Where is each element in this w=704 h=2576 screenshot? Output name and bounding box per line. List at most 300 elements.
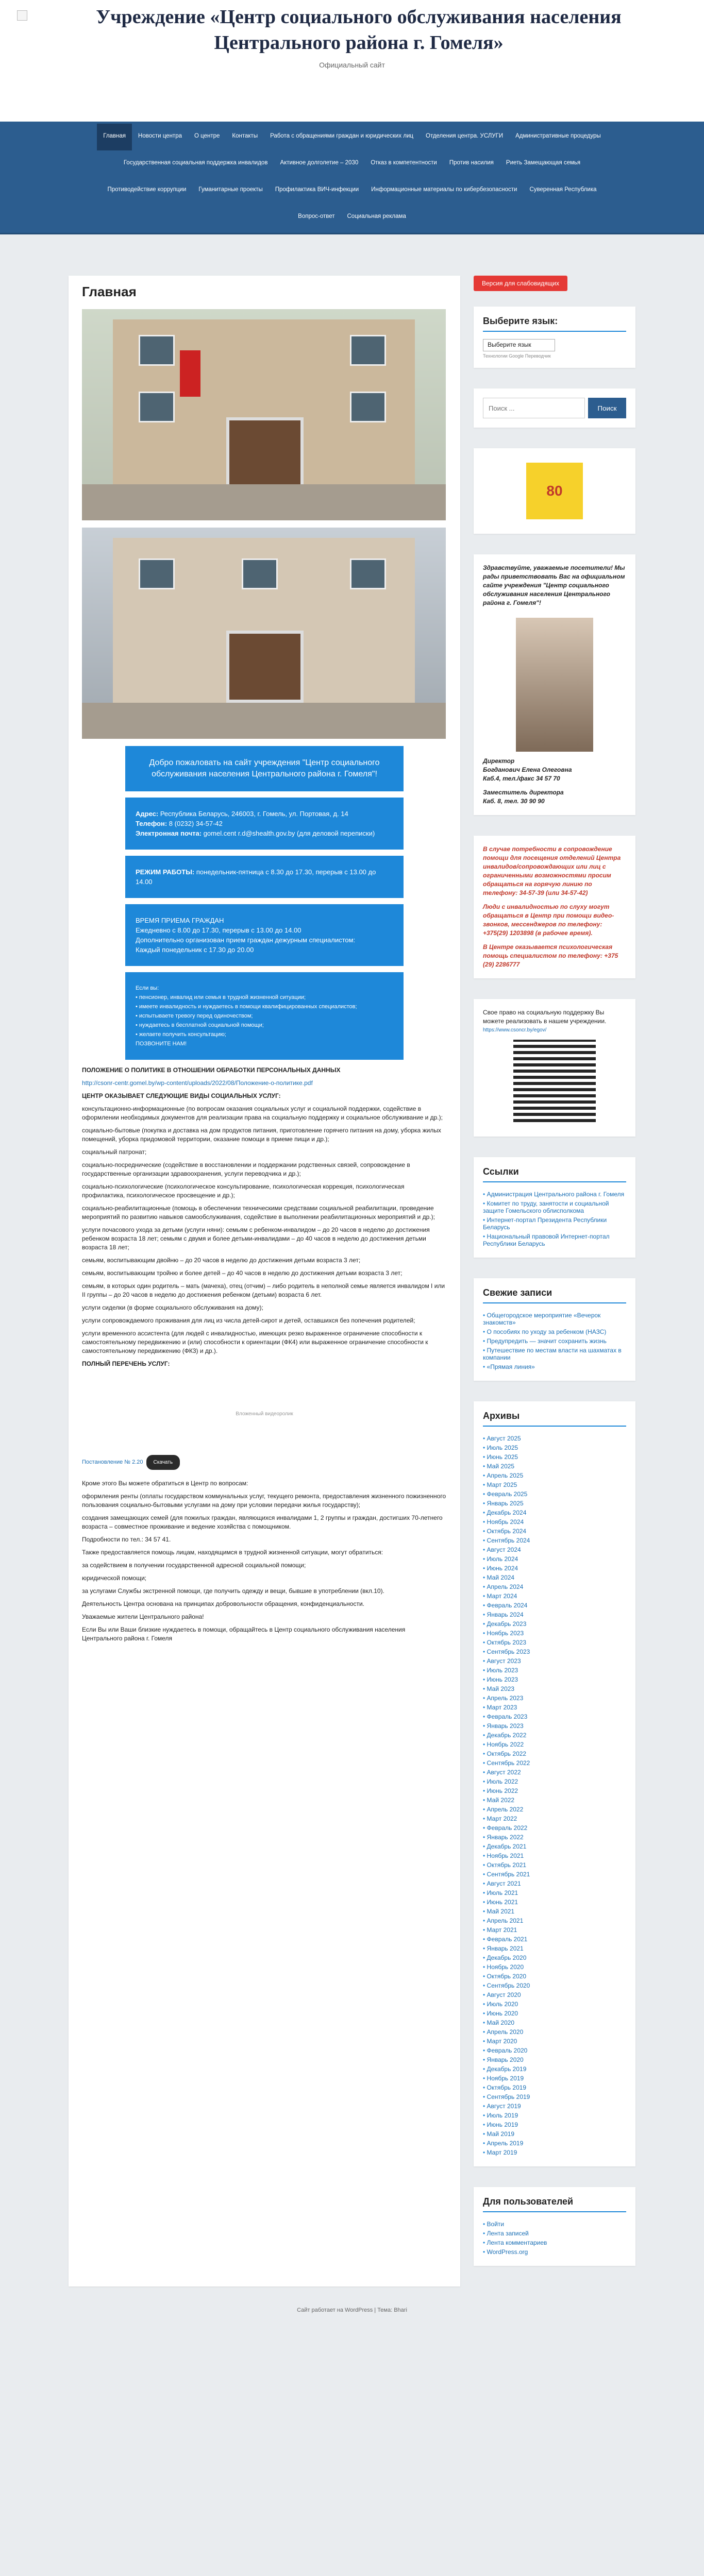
service-item: социально-посреднические (содействие в восстановлении и поддержании родственных связей, сопровождение в государственные организации здравоохранения, услуги переводчика и др.); [82,1161,410,1177]
list-item [483,1675,626,1684]
list-item [483,1962,626,1972]
qr-text: Свое право на социальную поддержку Вы можете реализовать в нашем учреждении. [483,1009,607,1025]
archive-link[interactable]: Март 2024 [487,1592,517,1600]
widget-title: Свежие записи [483,1287,626,1303]
services-title: ЦЕНТР ОКАЗЫВАЕТ СЛЕДУЮЩИЕ ВИДЫ СОЦИАЛЬНЫХ УСЛУГ: [82,1092,281,1099]
poster-widget [474,448,635,534]
list-item [483,1712,626,1721]
archive-link[interactable]: Январь 2022 [487,1834,524,1841]
sidebar-link[interactable]: Национальный правовой Интернет-портал Республики Беларусь [483,1233,610,1247]
nav-item[interactable]: Активное долголетие – 2030 [280,160,359,166]
service-item: семьям, воспитывающим тройню и более детей – до 40 часов в неделю до достижения детьми возраста 3 лет; [82,1269,403,1277]
nav-item[interactable]: Информационные материалы по кибербезопасности [371,187,517,193]
help-list-item: • испытываете тревогу перед одиночеством; [136,1013,253,1019]
sidebar [474,276,635,2286]
search-widget [474,388,635,428]
list-item [483,1786,626,1795]
bottom-paragraph: за услугами Службы экстренной помощи, где получить одежду и вещи, бывшие в употреблении (вкл.10). [82,1587,384,1595]
reception-title: ВРЕМЯ ПРИЕМА ГРАЖДАН [136,917,224,924]
list-item [483,1684,626,1693]
list-item [483,2148,626,2157]
site-footer: Сайт работает на WordPress | Тема: Bhari [297,2307,407,2313]
accessibility-button[interactable]: Версия для слабовидящих [474,276,567,291]
archive-link[interactable]: Март 2023 [487,1704,517,1711]
list-item [483,2037,626,2046]
bottom-paragraph: создания замещающих семей (для пожилых граждан, являющихся инвалидами 1, 2 группы и граждан, достигших 70-летнего возраста – совместное проживание и ведение хозяйства с помощником. [82,1514,443,1530]
archive-link[interactable]: Сентябрь 2021 [487,1871,530,1878]
recent-post-link[interactable]: О пособиях по уходу за ребенком (НАЗС) [487,1328,607,1335]
list-item [483,1805,626,1814]
archive-link[interactable]: Апрель 2024 [487,1583,524,1590]
bottom-paragraph: Кроме этого Вы можете обратиться в Центр по вопросам: [82,1480,248,1487]
archive-link[interactable]: Август 2025 [487,1435,521,1442]
list-item [483,2018,626,2027]
nav-item[interactable]: Государственная социальная поддержка инвалидов [123,160,268,166]
post-text [82,1066,447,1643]
qr-code[interactable] [513,1040,596,1122]
user-link[interactable]: WordPress.org [487,2248,528,2256]
list-item [483,1879,626,1888]
list-item [483,2139,626,2148]
archive-link[interactable]: Январь 2025 [487,1500,524,1507]
help-list-item: • имеете инвалидность и нуждаетесь в помощи квалифицированных специалистов; [136,1004,357,1010]
nav-item[interactable]: Против насилия [449,160,494,166]
recent-widget [474,1278,635,1381]
nav-item[interactable]: Суверенная Республика [529,187,597,193]
service-item: социально-бытовые (покупка и доставка на дом продуктов питания, приготовление горячего питания на дому, уборка жилых помещений, уборка придомовой территории, оказание помощи в приеме пищи и др.); [82,1127,441,1143]
archive-link[interactable]: Январь 2023 [487,1722,524,1730]
archive-link[interactable]: Июнь 2019 [487,2121,518,2128]
archive-link[interactable]: Август 2024 [487,1546,521,1553]
reception-line: Дополнительно организован прием граждан дежурным специалистом: [136,936,356,944]
nav-item[interactable]: Противодействие коррупции [107,187,187,193]
list-item [483,2219,626,2229]
archive-link[interactable]: Май 2023 [487,1685,515,1692]
archive-link[interactable]: Октябрь 2024 [487,1528,527,1535]
user-link[interactable]: Лента записей [487,2230,529,2237]
archive-link[interactable]: Ноябрь 2020 [487,1963,524,1971]
archive-link[interactable]: Март 2020 [487,2038,517,2045]
archive-link[interactable]: Октябрь 2021 [487,1861,527,1869]
nav-item[interactable]: Отказ в компетентности [371,160,437,166]
service-item: услуги временного ассистента (для людей с инвалидностью, имеющих резко выраженное ограничение способности к самостоятельному передвижению и (или) способности к ориентации (ФК4) или выраженное ограничение способности к самостоятельному передвижению (ФК3) и др.). [82,1330,428,1354]
reception-line: Ежедневно с 8.00 до 17.30, перерыв с 13.00 до 14.00 [136,926,301,934]
archive-widget [474,1401,635,2166]
list-item [483,1311,626,1327]
work-hours: понедельник-пятница с 8.30 до 17.30, перерыв с 13.00 до 14.00 [136,868,376,886]
post-title: Главная [82,284,137,299]
list-item [483,1629,626,1638]
list-item [483,1573,626,1582]
list-item [483,2083,626,2092]
qr-link[interactable]: https://www.csoncr.by/egov/ [483,1027,547,1033]
sidebar-link[interactable]: Администрация Центрального района г. Гомеля [487,1191,625,1198]
reception-box [125,904,404,966]
list-item [483,1999,626,2009]
bottom-paragraph: оформления ренты (оплаты государством коммунальных услуг, текущего ремонта, предоставления жизненного пожизненного пользования социально-бытовыми услугами на дому при условии передачи жилья государству); [82,1493,446,1509]
list-item [483,1666,626,1675]
search-input[interactable] [483,398,585,418]
search-button[interactable]: Поиск [588,398,626,418]
list-item [483,1888,626,1897]
users-widget [474,2187,635,2266]
list-item [483,2064,626,2074]
bottom-paragraph: Если Вы или Ваши близкие нуждаетесь в помощи, обращайтесь в Центр социального обслуживания населения Центрального района г. Гомеля [82,1626,406,1642]
archive-link[interactable]: Октябрь 2022 [487,1750,527,1757]
translate-caption: Технологии Google Переводчик [483,353,551,359]
bottom-paragraph: Также предоставляется помощь лицам, находящимся в трудной жизненной ситуации, могут обратиться: [82,1549,383,1556]
archive-link[interactable]: Июль 2019 [487,2112,518,2119]
policy-link[interactable]: http://csonr-centr.gomel.by/wp-content/uploads/2022/08/Положение-о-политике.pdf [82,1079,313,1087]
service-item: услуги сиделки (в форме социального обслуживания на дому); [82,1304,263,1311]
list-item [483,2120,626,2129]
list-item [483,1508,626,1517]
archive-link[interactable]: Май 2024 [487,1574,515,1581]
list-item [483,1953,626,1962]
archive-link[interactable]: Февраль 2021 [487,1936,528,1943]
list-item [483,1199,626,1215]
archive-link[interactable]: Июнь 2023 [487,1676,518,1683]
building-photo [82,309,446,520]
archive-link[interactable]: Ноябрь 2021 [487,1852,524,1859]
list-item [483,1443,626,1452]
embedded-document[interactable]: Вложенный видеоролик [236,1411,293,1417]
help-list-intro: Если вы: [136,985,159,991]
price-title: ПОЛНЫЙ ПЕРЕЧЕНЬ УСЛУГ: [82,1360,170,1367]
archive-link[interactable]: Июль 2022 [487,1778,518,1785]
list-item [483,1591,626,1601]
widget-title: Для пользователей [483,2196,626,2212]
list-item [483,1499,626,1508]
list-item [483,1768,626,1777]
director-phone: Каб.4, тел./факс 34 57 70 [483,775,560,782]
site-header [0,0,704,122]
help-list-item: • пенсионер, инвалид или семья в трудной жизненной ситуации; [136,994,306,1001]
recent-post-link[interactable]: «Прямая линия» [487,1363,535,1370]
list-item [483,1814,626,1823]
list-item [483,1990,626,1999]
archive-link[interactable]: Июнь 2022 [487,1787,518,1794]
service-item: социальный патронат; [82,1148,147,1156]
list-item [483,1619,626,1629]
list-item [483,1851,626,1860]
user-link[interactable]: Войти [487,2221,505,2228]
archive-link[interactable]: Сентябрь 2019 [487,2093,530,2100]
list-item [483,1870,626,1879]
archive-link[interactable]: Апрель 2023 [487,1694,524,1702]
reception-line: Каждый понедельник с 17.30 до 20.00 [136,946,254,954]
list-item [483,1944,626,1953]
list-item [483,2229,626,2238]
archive-link[interactable]: Апрель 2022 [487,1806,524,1813]
welcome-box: Добро пожаловать на сайт учреждения "Центр социального обслуживания населения Центрального района г. Гомеля"! [125,746,404,791]
list-item [483,1610,626,1619]
email-link[interactable]: gomel.cent r.d@shealth.gov.by (для деловой переписки) [203,829,375,837]
widget-title: Архивы [483,1411,626,1427]
address-label: Адрес: [136,810,159,818]
list-item [483,2102,626,2111]
list-item [483,1554,626,1564]
list-item [483,2247,626,2257]
archive-link[interactable]: Май 2022 [487,1797,515,1804]
archive-link[interactable]: Май 2025 [487,1463,515,1470]
policy-title: ПОЛОЖЕНИЕ О ПОЛИТИКЕ В ОТНОШЕНИИ ОБРАБОТКИ ПЕРСОНАЛЬНЫХ ДАННЫХ [82,1066,341,1074]
list-item [483,1897,626,1907]
list-item [483,1327,626,1336]
list-item [483,2055,626,2064]
archive-link[interactable]: Сентябрь 2024 [487,1537,530,1544]
archive-link[interactable]: Январь 2024 [487,1611,524,1618]
list-item [483,2027,626,2037]
list-item [483,1647,626,1656]
list-item [483,1833,626,1842]
nav-item[interactable]: Контакты [232,133,258,139]
list-item [483,1981,626,1990]
list-item [483,1452,626,1462]
archive-link[interactable]: Март 2025 [487,1481,517,1488]
list-item [483,1693,626,1703]
nav-item[interactable]: Вопрос-ответ [298,213,335,219]
archive-link[interactable]: Ноябрь 2022 [487,1741,524,1748]
list-item [483,1860,626,1870]
list-item [483,2092,626,2102]
list-item [483,1545,626,1554]
archive-link[interactable]: Ноябрь 2023 [487,1630,524,1637]
help-list-item: ПОЗВОНИТЕ НАМ! [136,1041,187,1047]
greeting-text: Здравствуйте, уважаемые посетители! Мы рады приветствовать Вас на официальном сайте учреждения "Центр социального обслуживания населения Центрального района г. Гомеля"! [483,564,625,606]
sidebar-link[interactable]: Интернет-портал Президента Республики Беларусь [483,1216,607,1231]
list-item [483,1907,626,1916]
language-widget [474,307,635,368]
list-item [483,1721,626,1731]
archive-link[interactable]: Октябрь 2020 [487,1973,527,1980]
page-content [69,276,635,2286]
list-item [483,1777,626,1786]
archive-link[interactable]: Июль 2020 [487,2001,518,2008]
nav-item[interactable]: Социальная реклама [347,213,406,219]
list-item [483,2046,626,2055]
sidebar-link[interactable]: Комитет по труду, занятости и социальной защите Гомельского облисполкома [483,1200,609,1214]
list-item [483,1638,626,1647]
list-item [483,1842,626,1851]
archive-link[interactable]: Август 2022 [487,1769,521,1776]
recent-post-link[interactable]: Предупредить — значит сохранить жизнь [487,1337,607,1345]
director-name: Богданович Елена Олеговна [483,766,572,773]
service-item: консультационно-информационные (по вопросам оказания социальных услуг и социальной поддержки, содействие в оформлении необходимых документов для реализации права на социальную поддержку и социальное обслуживание и др.); [82,1105,443,1121]
language-select[interactable]: Выберите язык [483,339,555,351]
list-item [483,1601,626,1610]
archive-link[interactable]: Февраль 2020 [487,2047,528,2054]
archive-link[interactable]: Июнь 2021 [487,1899,518,1906]
help-list-box [125,972,404,1060]
main-content [69,276,460,2286]
list-item [483,1823,626,1833]
director-title: Директор [483,757,515,765]
list-item [483,1489,626,1499]
archive-link[interactable]: Июль 2021 [487,1889,518,1896]
list-item [483,1916,626,1925]
bottom-paragraph: Подробности по тел.: 34 57 41. [82,1536,171,1543]
archive-link[interactable]: Июль 2024 [487,1555,518,1563]
archive-link[interactable]: Декабрь 2022 [487,1732,527,1739]
archive-link[interactable]: Сентябрь 2023 [487,1648,530,1655]
archive-link[interactable]: Сентябрь 2020 [487,1982,530,1989]
nav-item[interactable]: Новости центра [138,133,182,139]
service-item: семьям, воспитывающим двойню – до 20 часов в неделю до достижения детьми возраста 3 лет; [82,1257,361,1264]
archive-link[interactable]: Февраль 2025 [487,1490,528,1498]
list-item [483,1536,626,1545]
archive-link[interactable]: Август 2019 [487,2103,521,2110]
list-item [483,1925,626,1935]
help-widget [474,836,635,978]
archive-link[interactable]: Март 2021 [487,1926,517,1934]
archive-link[interactable]: Декабрь 2020 [487,1954,527,1961]
archive-link[interactable]: Октябрь 2019 [487,2084,527,2091]
list-item [483,2009,626,2018]
archive-link[interactable]: Август 2020 [487,1991,521,1998]
phone-label: Телефон: [136,820,167,827]
list-item [483,1434,626,1443]
service-item: социально-психологические (психологическое консультирование, психологическая коррекция, психологическая профилактика, психологическое просвещение и др.); [82,1183,405,1199]
archive-link[interactable]: Август 2021 [487,1880,521,1887]
deputy-phone: Каб. 8, тел. 30 90 90 [483,798,545,805]
list-item [483,1564,626,1573]
help-text-2: Люди с инвалидностью по слуху могут обращаться в Центр при помощи видео-звонков, мессенджеров по телефону: +375(29) 1203898 (в рабочее время). [483,903,614,937]
director-photo [516,618,593,752]
list-item [483,1935,626,1944]
help-list-item: • желаете получить консультацию; [136,1031,226,1038]
widget-title: Ссылки [483,1166,626,1182]
list-item [483,1462,626,1471]
list-item [483,1480,626,1489]
building-photo-2 [82,528,446,739]
phone: 8 (0232) 34-57-42 [169,820,223,827]
bottom-paragraph: Уважаемые жители Центрального района! [82,1613,204,1620]
list-item [483,2238,626,2247]
archive-link[interactable]: Декабрь 2019 [487,2065,527,2073]
archive-link[interactable]: Июль 2025 [487,1444,518,1451]
archive-link[interactable]: Июнь 2025 [487,1453,518,1461]
list-item [483,1517,626,1527]
site-logo-icon[interactable] [17,10,27,21]
archive-link[interactable]: Май 2020 [487,2019,515,2026]
nav-item[interactable]: Работа с обращениями граждан и юридических лиц [270,133,413,139]
archive-link[interactable]: Апрель 2020 [487,2028,524,2036]
deputy-title: Заместитель директора [483,789,564,796]
contacts-box [125,798,404,850]
archive-link[interactable]: Март 2022 [487,1815,517,1822]
archive-link[interactable]: Май 2019 [487,2130,515,2138]
bottom-paragraph: за содействием в получении государственной адресной социальной помощи; [82,1562,306,1569]
service-item: семьям, в которых один родитель – мать (мачеха), отец (отчим) – либо родитель в неполной семье является инвалидом I или II группы – до 20 часов в неделю до достижения ребенком (детьми) возраста 6 лет. [82,1282,445,1298]
archive-link[interactable]: Апрель 2025 [487,1472,524,1479]
archive-link[interactable]: Июнь 2024 [487,1565,518,1572]
download-button[interactable]: Скачать [146,1455,180,1470]
help-text-3: В Центре оказывается психологическая помощь специалистом по телефону: +375 (29) 2286777 [483,943,618,968]
service-item: социально-реабилитационные (помощь в обеспечении техническими средствами социальной реабилитации, проведение мероприятий по развитию навыков самообслуживания, содействие в выполнении реабилитационных мероприятий и др.); [82,1205,435,1221]
archive-link[interactable]: Декабрь 2024 [487,1509,527,1516]
list-item [483,1190,626,1199]
nav-item[interactable]: Главная [97,124,132,150]
bottom-paragraph: юридической помощи; [82,1574,147,1582]
work-label: РЕЖИМ РАБОТЫ: [136,868,195,876]
list-item [483,2074,626,2083]
links-widget [474,1157,635,1258]
address: Республика Беларусь, 246003, г. Гомель, ул. Портовая, д. 14 [160,810,348,818]
archive-link[interactable]: Май 2021 [487,1908,515,1915]
archive-link[interactable]: Август 2023 [487,1657,521,1665]
work-hours-box [125,856,404,898]
archive-link[interactable]: Июль 2023 [487,1667,518,1674]
list-item [483,1972,626,1981]
nav-item[interactable]: Профилактика ВИЧ-инфекции [275,187,359,193]
archive-link[interactable]: Апрель 2021 [487,1917,524,1924]
list-item [483,1527,626,1536]
archive-link[interactable]: Февраль 2024 [487,1602,528,1609]
list-item [483,1336,626,1346]
email-label: Электронная почта: [136,829,202,837]
site-description: Официальный сайт [319,61,385,69]
list-item [483,1471,626,1480]
anniversary-poster[interactable]: 80 [526,463,583,519]
list-item [483,1232,626,1248]
archive-link[interactable]: Февраль 2022 [487,1824,528,1832]
nav-item[interactable]: Риеть Замещающая семья [506,160,581,166]
archive-link[interactable]: Ноябрь 2024 [487,1518,524,1526]
help-text: В случае потребности в сопровождение помощи для посещения отделений Центра инвалидов/сопровождающих или лиц с ограниченными возможностями просим обращаться на горячую линию по телефону: 34-57-39 (или 34-57-42) [483,845,621,896]
recent-post-link[interactable]: Общегородское мероприятие «Вечерок знакомств» [483,1312,601,1326]
site-branding [17,4,687,56]
nav-item[interactable]: Гуманитарные проекты [198,187,263,193]
list-item [483,1215,626,1232]
list-item [483,1758,626,1768]
nav-item[interactable]: Отделения центра. УСЛУГИ [426,133,504,139]
archive-link[interactable]: Декабрь 2023 [487,1620,527,1628]
recent-post-link[interactable]: Путешествие по местам власти на шахматах в компании [483,1347,622,1361]
list-item [483,1346,626,1362]
nav-item[interactable]: Административные процедуры [515,133,601,139]
archive-link[interactable]: Февраль 2023 [487,1713,528,1720]
list-item [483,2129,626,2139]
list-item [483,1740,626,1749]
archive-link[interactable]: Январь 2021 [487,1945,524,1952]
widget-title: Выберите язык: [483,316,626,332]
archive-link[interactable]: Сентябрь 2022 [487,1759,530,1767]
archive-link[interactable]: Октябрь 2023 [487,1639,527,1646]
site-title[interactable]: Учреждение «Центр социального обслуживания населения Центрального района г. Гомеля» [96,6,622,54]
list-item [483,2111,626,2120]
archive-link[interactable]: Апрель 2019 [487,2140,524,2147]
main-navigation [0,122,704,234]
director-widget [474,554,635,815]
list-item [483,1362,626,1371]
archive-link[interactable]: Январь 2020 [487,2056,524,2063]
archive-link[interactable]: Июнь 2020 [487,2010,518,2017]
list-item [483,1795,626,1805]
archive-link[interactable]: Декабрь 2021 [487,1843,527,1850]
nav-item[interactable]: О центре [194,133,220,139]
user-link[interactable]: Лента комментариев [487,2239,547,2246]
list-item [483,1703,626,1712]
archive-link[interactable]: Ноябрь 2019 [487,2075,524,2082]
service-item: услуги сопровождаемого проживания для лиц из числа детей-сирот и детей, оставшихся без попечения родителей; [82,1317,415,1324]
list-item [483,1731,626,1740]
list-item [483,1582,626,1591]
archive-link[interactable]: Март 2019 [487,2149,517,2156]
service-item: услуги почасового ухода за детьми (услуги няни): семьям с ребенком-инвалидом – до 20 часов в неделю до достижения ребенком возраста 18 лет; семьям с двумя и более детьми-инвалидами – до 40 часов в неделю до достижения детьми возраста 18 лет; [82,1226,430,1251]
embed-link[interactable]: Постановление № 2.20 [82,1459,143,1465]
list-item [483,1656,626,1666]
